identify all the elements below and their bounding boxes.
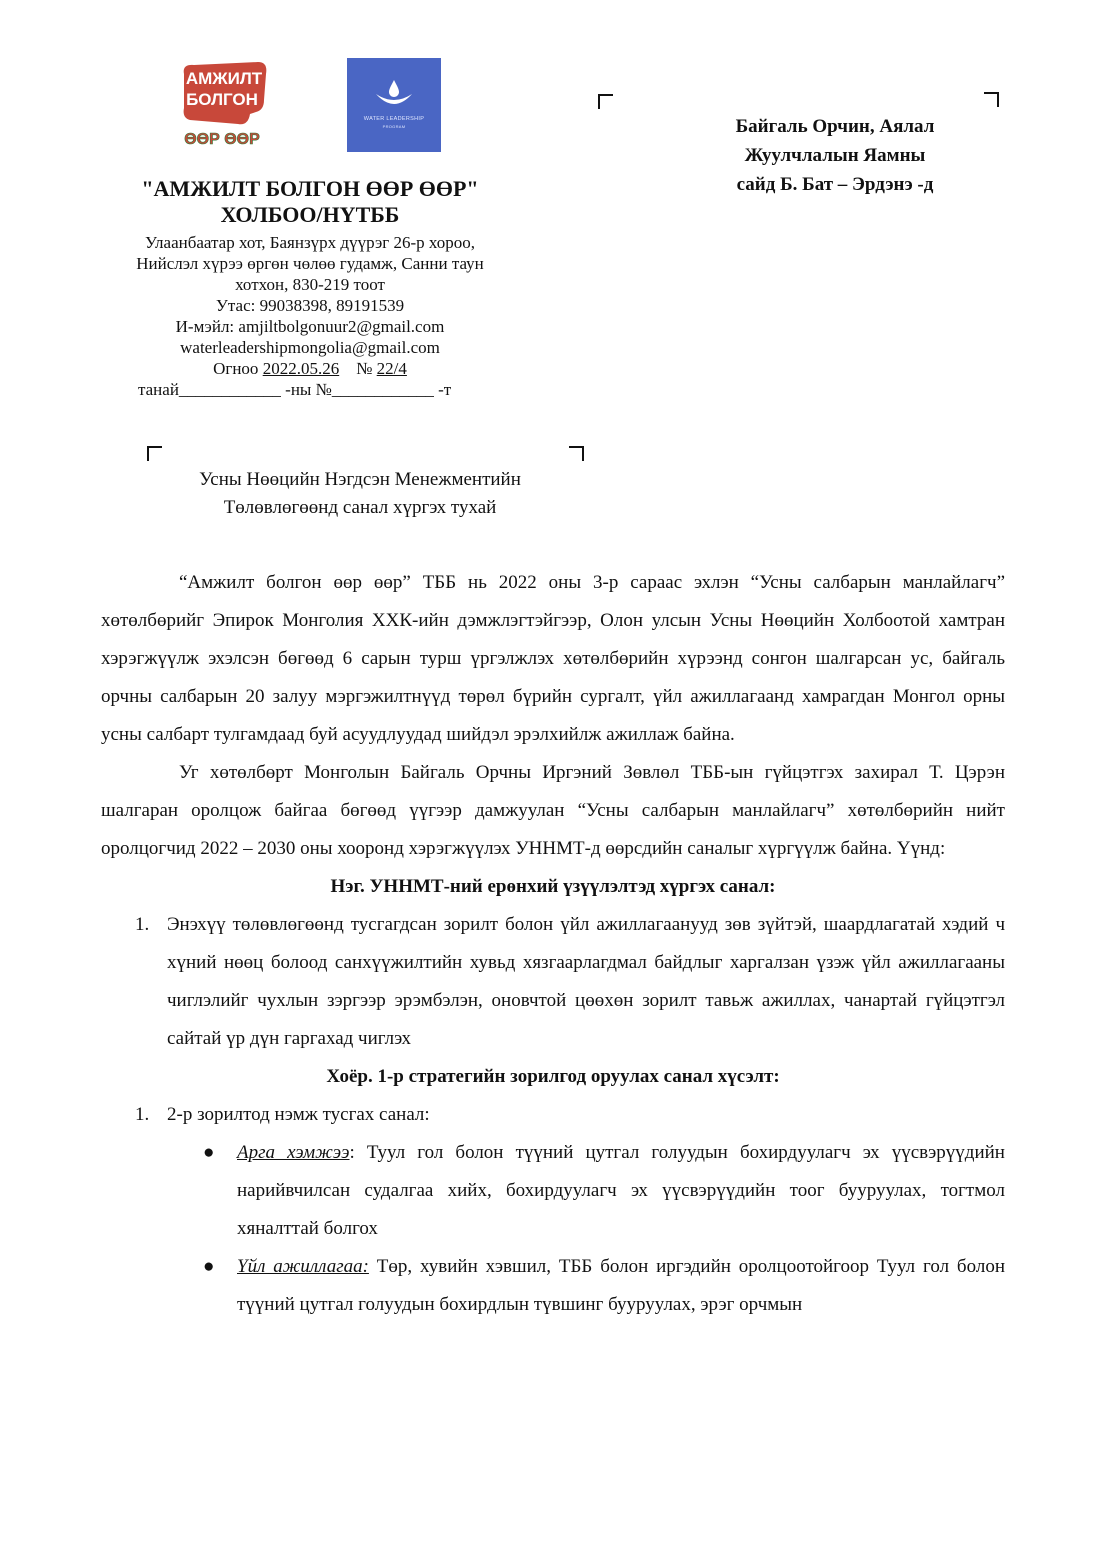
recipient-corner-left (598, 94, 613, 109)
subject-line-2: Төлөвлөгөөнд санал хүргэх тухай (223, 497, 497, 518)
subject-corner-left (147, 446, 162, 461)
email-line: waterleadershipmongolia@gmail.com (180, 338, 440, 357)
sender-block (60, 176, 560, 400)
bullet-item (201, 1134, 1005, 1248)
recipient-line: сайд Б. Бат – Эрдэнэ -д (736, 174, 934, 195)
address-line: хотхон, 830-219 тоот (235, 275, 385, 294)
numbered-item (101, 1096, 1005, 1134)
bullet-dot-icon: ● (203, 1142, 215, 1163)
bullet-dot-icon: ● (203, 1256, 215, 1277)
org-name-line-2: ХОЛБОО/НҮТББ (220, 202, 400, 227)
amjilt-bolgon-logo (178, 60, 270, 152)
number-label: № (356, 359, 373, 378)
bullet-label: Арга хэмжээ (237, 1142, 350, 1163)
bullet-label-sep: : (349, 1142, 355, 1163)
item-text: Энэхүү төлөвлөгөөнд тусгагдсан зорилт болон үйл ажиллагаанууд зөв зүйтэй, шаардлагатай хэдий ч хүний нөөц болоод санхүүжилтийн хувьд хязгаарлагдмал байдлыг харгалзан үзэж үйл ажиллагааны чиглэлийг чухлын зэргээр эрэмбэлэн, оновчтой цөөхөн зорилт тавьж ажиллах, чанартай гүйцэтгэл сайтай үр дүн гаргахад чиглэх (167, 914, 1005, 1049)
numbered-item (101, 906, 1005, 1058)
section-heading-1: Нэг. УННМТ-ний ерөнхий үзүүлэлтэд хүргэх санал: (330, 876, 776, 897)
bullet-text (237, 1248, 1005, 1324)
bullet-text (237, 1134, 1005, 1248)
paragraph-1: “Амжилт болгон өөр өөр” ТББ нь 2022 оны 3-р сараас эхлэн “Усны салбарын манлайлагч” хөтөлбөрийг Эпирок Монголия ХХК-ийн дэмжлэгтэйгээр, Олон улсын Усны Нөөцийн Холбоотой хамтран хэрэгжүүлж эхэлсэн бөгөөд 6 сарын турш үргэлжлэх хөтөлбөрийн хүрээнд сонгон шалгарсан ус, байгаль орчны салбарын 20 залуу мэргэжилтнүүд төрөл бүрийн сургалт, үйл ажиллагаанд хамрагдан Монгол орны усны салбарт тулгамдаад буй асуудлуудад шийдэл эрэлхийлж ажиллаж байна. (101, 572, 1005, 745)
date-number-line (60, 358, 560, 379)
section-heading-2: Хоёр. 1-р стратегийн зорилгод оруулах санал хүсэлт: (326, 1066, 780, 1087)
water-leadership-logo (347, 58, 441, 152)
letter-number: 22/4 (376, 359, 407, 378)
phone-line: Утас: 99038398, 89191539 (215, 296, 405, 315)
address-line: Нийслэл хүрээ өргөн чөлөө гудамж, Санни таун (136, 254, 484, 273)
logo-word-3: ӨӨР ӨӨР (184, 131, 260, 148)
address-line: Улаанбаатар хот, Баянзүрх дүүрэг 26-р хороо, (144, 233, 476, 252)
address (60, 232, 560, 379)
date-label: Огноо (213, 359, 259, 378)
subject-corner-right (569, 446, 584, 461)
paragraph-2: Уг хөтөлбөрт Монголын Байгаль Орчны Иргэний Зөвлөл ТББ-ын гүйцэтгэх захирал Т. Цэрэн шалгаран оролцож байгаа бөгөөд үүгээр дамжуулан “Усны салбарын манлайлагч” хөтөлбөрийн нийт оролцогчид 2022 – 2030 оны хооронд хэрэгжүүлэх УННМТ-д өөрсдийн саналыг хүргүүлж байна. Үүнд: (101, 762, 1005, 859)
recipient-line: Жуулчлалын Яамны (744, 145, 926, 166)
water-drop-icon (347, 58, 441, 118)
bullet-body: Туул гол болон түүний цутгал голуудын бохирдуулагч эх үүсвэрүүдийн нарийвчилсан судалгаа хийх, бохирдуулагч эх үүсвэрүүдийн тоог бууруулах, тогтмол хяналттай болгох (237, 1142, 1005, 1239)
subject-line-1: Усны Нөөцийн Нэгдсэн Менежментийн (199, 469, 521, 490)
item-number: 1. (135, 1104, 150, 1125)
recipient-block (690, 112, 980, 199)
org-name-line-1: "АМЖИЛТ БОЛГОН ӨӨР ӨӨР" (141, 176, 479, 201)
water-leadership-sub: PROGRAM (382, 124, 406, 129)
letter-body (101, 564, 1005, 1324)
reference-line: танай____________ -ны №____________ -т (138, 380, 452, 399)
item-text: 2-р зорилтод нэмж тусгах санал: (167, 1104, 430, 1125)
logo-word-1: АМЖИЛТ (185, 69, 263, 88)
logo-word-2: БОЛГОН (186, 90, 258, 109)
subject (140, 466, 580, 522)
bullet-item (201, 1248, 1005, 1324)
bullet-label: Үйл ажиллагаа: (237, 1256, 369, 1277)
item-number: 1. (135, 914, 150, 935)
bullet-body: Төр, хувийн хэвшил, ТББ болон иргэдийн оролцоотойгоор Туул гол болон түүний цутгал голуудын бохирдлын түвшинг бууруулах, эрэг орчмын (237, 1256, 1005, 1315)
letter-date: 2022.05.26 (262, 359, 340, 378)
email-line: И-мэйл: amjiltbolgonuur2@gmail.com (175, 317, 445, 336)
recipient-line: Байгаль Орчин, Аялал (735, 116, 935, 137)
water-leadership-name: WATER LEADERSHIP (363, 116, 425, 122)
recipient-corner-right (984, 92, 999, 107)
